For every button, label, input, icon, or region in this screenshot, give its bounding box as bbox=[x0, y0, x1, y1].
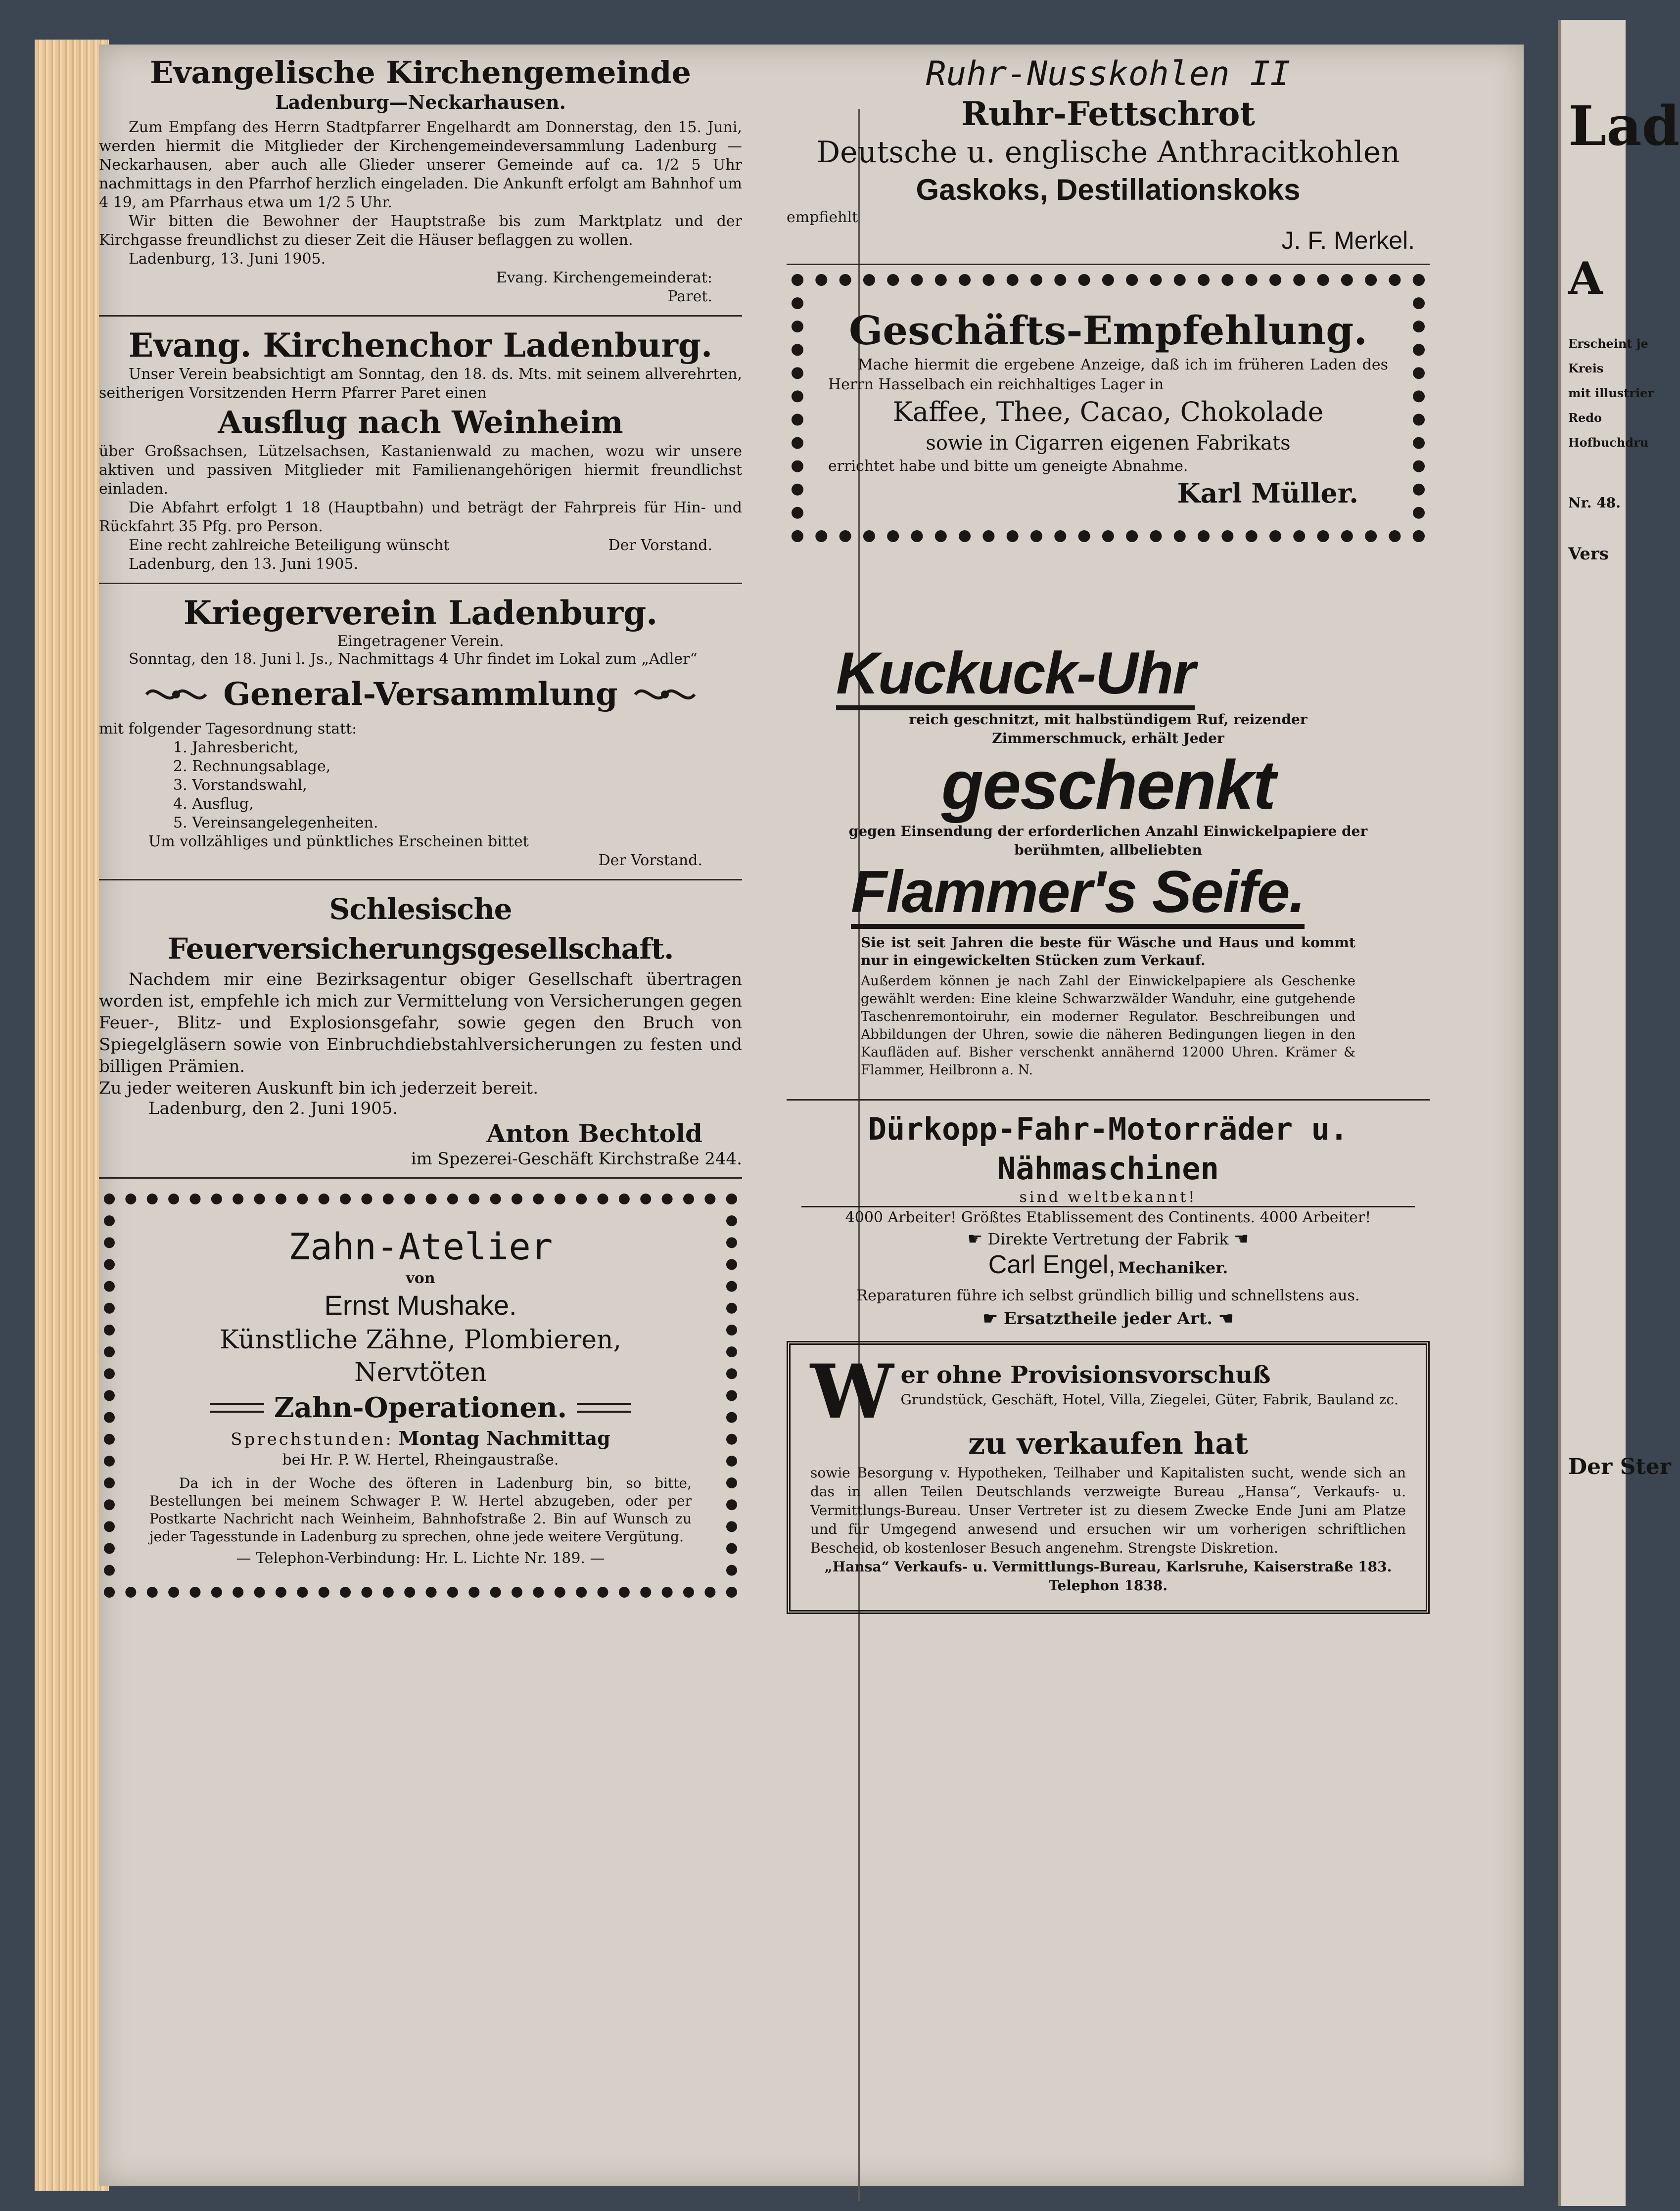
pointing-hand-icon: ☛ bbox=[967, 1229, 983, 1249]
ad-date: Ladenburg, den 2. Juni 1905. bbox=[148, 1099, 398, 1118]
separator bbox=[99, 879, 742, 880]
ad-signer-name: Carl Engel, bbox=[988, 1250, 1116, 1279]
adjacent-page bbox=[1558, 20, 1680, 2206]
ad-signer-name: Paret. bbox=[667, 288, 712, 305]
hours-label: Sprechstunden: bbox=[231, 1429, 393, 1449]
ad-phone: — Telephon-Verbindung: Hr. L. Lichte Nr. 189. — bbox=[236, 1550, 605, 1567]
double-rule bbox=[577, 1403, 631, 1413]
ad-text: Eine recht zahlreiche Beteiligung wünscht bbox=[129, 537, 450, 554]
ad-kohlen bbox=[787, 54, 1430, 255]
fragment-text: Lad bbox=[1568, 94, 1680, 158]
ad-title: Evangelische Kirchengemeinde bbox=[150, 54, 691, 91]
drop-cap: W bbox=[810, 1348, 894, 1435]
separator bbox=[99, 1177, 742, 1179]
ad-address: im Spezerei-Geschäft Kirchstraße 244. bbox=[411, 1149, 742, 1169]
ad-headline: Ausflug nach Weinheim bbox=[218, 404, 623, 440]
list-item: 3. Vorstandswahl, bbox=[173, 777, 307, 794]
ad-text: Zum Empfang des Herrn Stadtpfarrer Engelhardt am Donnerstag, den 15. Juni, werden hiermit die Mitglieder der Kirchengemeindeversammlung Ladenburg — Neckarhausen, aber auch alle Glieder unserer Gemeinde auf ca. 1/2 5 Uhr nachmittags in den Pfarrhof herzlich eingeladen. Die Ankunft erfolgt am Bahnhof um 4 19, am Pfarrhaus etwa um 1/2 5 Uhr. bbox=[99, 119, 742, 211]
fragment-text: A bbox=[1568, 252, 1603, 305]
ad-text: mit folgender Tagesordnung statt: bbox=[99, 720, 357, 737]
ornament-icon bbox=[144, 682, 208, 707]
fragment-text: Der Ster bbox=[1568, 1454, 1671, 1479]
page-edge-stack bbox=[35, 40, 109, 2191]
ad-text: reich geschnitzt, mit halbstündigem Ruf, reizender Zimmerschmuck, erhält Jeder bbox=[909, 711, 1307, 746]
ad-text: sind weltbekannt! bbox=[801, 1189, 1415, 1207]
ad-title: Geschäfts-Empfehlung. bbox=[848, 307, 1368, 354]
ad-title: Schlesische Feuerversicherungsgesellschaft. bbox=[167, 892, 674, 966]
fragment-text: Kreis bbox=[1568, 361, 1604, 375]
ad-name: Ernst Mushake. bbox=[324, 1290, 517, 1321]
ad-headline: zu verkaufen hat bbox=[968, 1427, 1248, 1461]
ad-text: Da ich in der Woche des öfteren in Ladenburg bin, so bitte, Bestellungen bei meinem Schwager P. W. Hertel abzugeben, oder per Postkarte Nachricht nach Weinheim, Bahnhofstraße 2. Bin auf Wunsch zu jeder Tagesstunde in Ladenburg zu sprechen, ohne jede weitere Vergütung. bbox=[149, 1475, 692, 1545]
ad-text: empfiehlt bbox=[787, 209, 858, 226]
ad-date: Ladenburg, den 13. Juni 1905. bbox=[129, 555, 358, 573]
ad-line: Dürkopp-Fahr-Motorräder u. bbox=[868, 1111, 1349, 1147]
ad-text: Künstliche Zähne, Plombieren, bbox=[220, 1325, 621, 1355]
separator bbox=[787, 264, 1430, 265]
ad-text: von bbox=[406, 1270, 435, 1287]
fragment-text: mit illustrier bbox=[1568, 386, 1654, 400]
double-rule bbox=[210, 1403, 264, 1413]
ad-duerkopp bbox=[787, 1109, 1430, 1331]
ad-text: Zu jeder weiteren Auskunft bin ich jederzeit bereit. bbox=[99, 1078, 539, 1098]
ad-line: Kaffee, Thee, Cacao, Chokolade bbox=[892, 396, 1324, 427]
ad-line: Nähmaschinen bbox=[997, 1151, 1219, 1187]
ad-headline: geschenkt bbox=[941, 746, 1275, 824]
fragment-text: Nr. 48. bbox=[1568, 495, 1621, 511]
ad-title: Zahn-Atelier bbox=[288, 1226, 553, 1268]
ad-signer-name: Anton Bechtold bbox=[486, 1119, 702, 1148]
separator bbox=[787, 1099, 1430, 1101]
ad-text: „Hansa“ Verkaufs- u. Vermittlungs-Bureau, Karlsruhe, Kaiserstraße 183. Telephon 1838. bbox=[824, 1559, 1392, 1594]
left-column bbox=[99, 54, 742, 1598]
ad-subtitle: Ladenburg—Neckarhausen. bbox=[275, 91, 566, 113]
ad-text: Ersatztheile jeder Art. bbox=[1003, 1309, 1213, 1329]
ad-text: Reparaturen führe ich selbst gründlich billig und schnellstens aus. bbox=[856, 1287, 1360, 1304]
ad-role: Mechaniker. bbox=[1118, 1258, 1228, 1277]
list-item: 1. Jahresbericht, bbox=[173, 739, 299, 756]
ad-text: Sie ist seit Jahren die beste für Wäsche und Haus und kommt nur in eingewickelten Stücken zum Verkauf. bbox=[861, 934, 1355, 968]
ad-line: Ruhr-Fettschrot bbox=[961, 94, 1255, 133]
ad-title: Kriegerverein Ladenburg. bbox=[183, 594, 658, 632]
ad-hansa bbox=[787, 1341, 1430, 1614]
ad-title: Kuckuck-Uhr bbox=[836, 641, 1195, 710]
ad-kriegerverein bbox=[99, 593, 742, 870]
ad-brand: Flammer's Seife. bbox=[851, 860, 1305, 929]
agenda-list bbox=[173, 738, 742, 832]
hours-value: Montag Nachmittag bbox=[398, 1427, 610, 1449]
ad-kirchengemeinde bbox=[99, 54, 742, 306]
fragment-text: Erscheint je bbox=[1568, 336, 1648, 351]
ad-feuerversicherung bbox=[99, 889, 742, 1168]
ad-line: Ruhr-Nusskohlen II bbox=[926, 54, 1291, 93]
ad-text: Um vollzähliges und pünktliches Erscheinen bittet bbox=[148, 833, 529, 850]
ad-text: über Großsachsen, Lützelsachsen, Kastanienwald zu machen, wozu wir unsere aktiven und passiven Mitglieder mit Familienangehörigen hiermit freundlichst einladen. bbox=[99, 443, 742, 498]
list-item: 5. Vereinsangelegenheiten. bbox=[173, 814, 378, 831]
ad-text: Direkte Vertretung der Fabrik bbox=[987, 1230, 1229, 1248]
list-item: 2. Rechnungsablage, bbox=[173, 758, 331, 775]
separator bbox=[99, 315, 742, 317]
separator bbox=[99, 583, 742, 584]
ad-text: Grundstück, Geschäft, Hotel, Villa, Ziegelei, Güter, Fabrik, Bauland zc. bbox=[900, 1391, 1399, 1408]
ad-text: gegen Einsendung der erforderlichen Anzahl Einwickelpapiere der berühmten, allbeliebten bbox=[848, 823, 1368, 858]
ad-subtitle: Eingetragener Verein. bbox=[337, 633, 504, 650]
ad-line: Deutsche u. englische Anthracitkohlen bbox=[816, 135, 1400, 170]
ad-zahn-atelier bbox=[104, 1194, 737, 1598]
ad-date: Ladenburg, 13. Juni 1905. bbox=[129, 250, 326, 268]
ad-text: bei Hr. P. W. Hertel, Rheingaustraße. bbox=[282, 1451, 559, 1469]
ad-text: Außerdem können je nach Zahl der Einwickelpapiere als Geschenke gewählt werden: Eine kleine Schwarzwälder Wanduhr, eine gutgehende Taschenremontoiruhr, ein moderner Regulator. Beschreibungen und Abbildungen der Uhren, sowie die näheren Bedingungen liegen in den Kaufläden auf. Bisher verschenkt annähernd 12000 Uhren. Krämer & Flammer, Heilbronn a. N. bbox=[861, 973, 1355, 1078]
ad-headline: General-Versammlung bbox=[223, 676, 618, 713]
ad-title: Evang. Kirchenchor Ladenburg. bbox=[128, 326, 713, 365]
fragment-text: Vers bbox=[1568, 544, 1609, 564]
right-column bbox=[787, 54, 1430, 1614]
fragment-text: Hofbuchdru bbox=[1568, 435, 1649, 450]
ad-signer: Evang. Kirchengemeinderat: bbox=[496, 269, 712, 286]
ad-signer-name: Karl Müller. bbox=[1177, 477, 1358, 509]
ad-text: Nervtöten bbox=[354, 1358, 487, 1387]
ad-kuckuck-uhr bbox=[787, 641, 1430, 1079]
ornament-icon bbox=[633, 682, 697, 707]
ad-title: er ohne Provisionsvorschuß bbox=[900, 1361, 1271, 1389]
ad-text: Die Abfahrt erfolgt 1 18 (Hauptbahn) und beträgt der Fahrpreis für Hin- und Rückfahrt 35 Pfg. pro Person. bbox=[99, 499, 742, 535]
pointing-hand-icon: ☚ bbox=[1233, 1229, 1249, 1249]
ad-text: 4000 Arbeiter! Größtes Etablissement des Continents. 4000 Arbeiter! bbox=[845, 1209, 1371, 1226]
ad-text: errichtet habe und bitte um geneigte Abnahme. bbox=[828, 458, 1188, 475]
pointing-hand-icon: ☛ bbox=[982, 1309, 998, 1329]
ad-line: Gaskoks, Destillationskoks bbox=[916, 173, 1301, 206]
ad-signer: Der Vorstand. bbox=[598, 852, 702, 869]
ad-headline: Zahn-Operationen. bbox=[274, 1391, 567, 1424]
ad-text: Mache hiermit die ergebene Anzeige, daß ich im früheren Laden des Herrn Hasselbach ein reichhaltiges Lager in bbox=[828, 356, 1388, 393]
ad-signer: Der Vorstand. bbox=[608, 537, 712, 554]
ad-text: Unser Verein beabsichtigt am Sonntag, den 18. ds. Mts. mit seinem allverehrten, seitherigen Vorsitzenden Herrn Pfarrer Paret einen bbox=[99, 366, 742, 402]
pointing-hand-icon: ☚ bbox=[1218, 1309, 1234, 1329]
fragment-text: Redo bbox=[1568, 411, 1602, 425]
list-item: 4. Ausflug, bbox=[173, 795, 254, 813]
ad-geschaefts-empfehlung bbox=[792, 274, 1425, 542]
ad-text: sowie Besorgung v. Hypotheken, Teilhaber und Kapitalisten sucht, wende sich an das in allen Teilen Deutschlands verzweigte Bureau „Hansa“, Verkaufs- u. Vermittlungs-Bureau. Unser Vertreter ist zu diesem Zwecke Ende Juni am Platze und für Umgegend anwesend und ersuchen wir um vorherigen schriftlichen Bescheid, ob kostenloser Besuch angenehm. Strengste Diskretion. bbox=[810, 1465, 1406, 1556]
ad-text: Nachdem mir eine Bezirksagentur obiger Gesellschaft übertragen worden ist, empfehle ich mich zur Vermittelung von Versicherungen gegen Feuer-, Blitz- und Explosionsgefahr, sowie gegen den Bruch von Spiegelgläsern sowie von Einbruchdiebstahlversicherungen zu festen und billigen Prämien. bbox=[99, 969, 742, 1076]
ad-text: Wir bitten die Bewohner der Hauptstraße bis zum Marktplatz und der Kirchgasse freundlichst zu dieser Zeit die Häuser beflaggen zu wollen. bbox=[99, 213, 742, 249]
ad-signer-name: J. F. Merkel. bbox=[1281, 227, 1415, 254]
ad-line: sowie in Cigarren eigenen Fabrikats bbox=[926, 432, 1291, 455]
ad-text: Sonntag, den 18. Juni l. Js., Nachmittags 4 Uhr findet im Lokal zum „Adler“ bbox=[129, 650, 698, 668]
ad-kirchenchor bbox=[99, 325, 742, 574]
